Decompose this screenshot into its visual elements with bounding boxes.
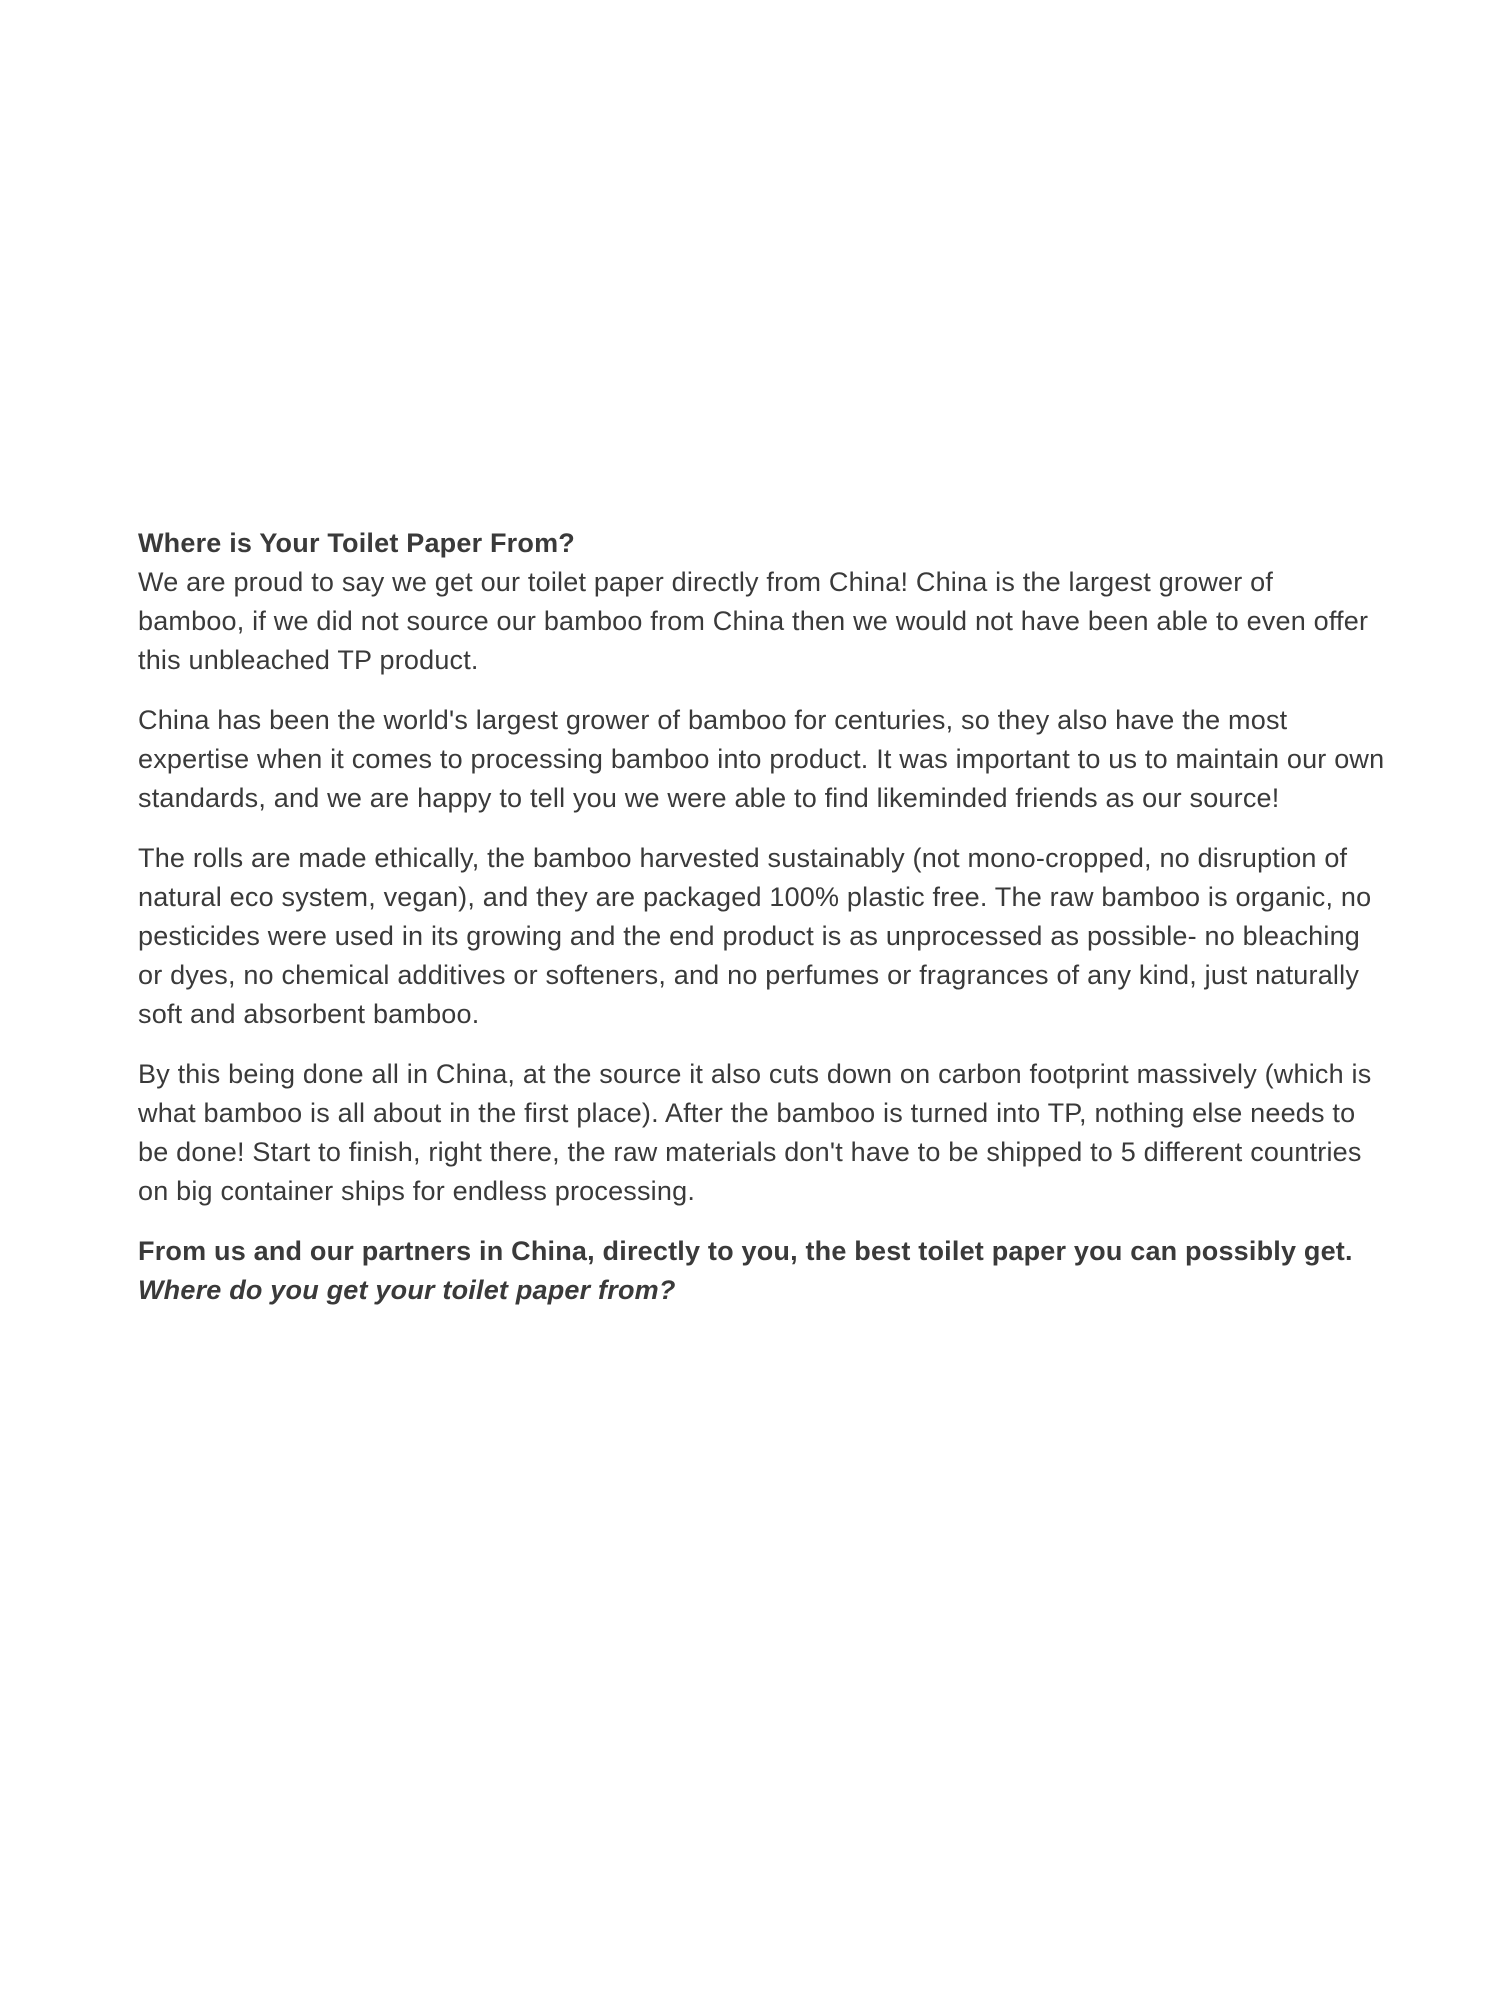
paragraph-carbon-footprint: By this being done all in China, at the source it also cuts down on carbon footprint massively (which is what bamboo is all about in the first place). After the bamboo is turned into TP, nothing else needs to be done! Start to finish, right there, the raw materials don't have to be shipped to 5 different countries on big container ships for endless processing. [138, 1059, 1372, 1206]
closing-italic-question: Where do you get your toilet paper from? [138, 1275, 676, 1305]
paragraph-ethics: The rolls are made ethically, the bamboo harvested sustainably (not mono-cropped, no disruption of natural eco system, vegan), and they are packaged 100% plastic free. The raw bamboo is organic, no pesticides were used in its growing and the end product is as unprocessed as possible- no bleaching or dyes, no chemical additives or softeners, and no perfumes or fragrances of any kind, just naturally soft and absorbent bamboo. [138, 843, 1372, 1029]
paragraph-expertise: China has been the world's largest grower of bamboo for centuries, so they also have the most expertise when it comes to processing bamboo into product. It was important to us to maintain our own standards, and we are happy to tell you we were able to find likeminded friends as our source! [138, 705, 1385, 813]
paragraph-closing [138, 1232, 1386, 1310]
paragraph-sourcing: We are proud to say we get our toilet paper directly from China! China is the largest grower of bamboo, if we did not source our bamboo from China then we would not have been able to even offer this unbleached TP product. [138, 567, 1369, 675]
product-description-section [138, 524, 1386, 1310]
closing-bold-text: From us and our partners in China, directly to you, the best toilet paper you can possibly get. [138, 1236, 1353, 1266]
section-heading: Where is Your Toilet Paper From? [138, 528, 575, 558]
